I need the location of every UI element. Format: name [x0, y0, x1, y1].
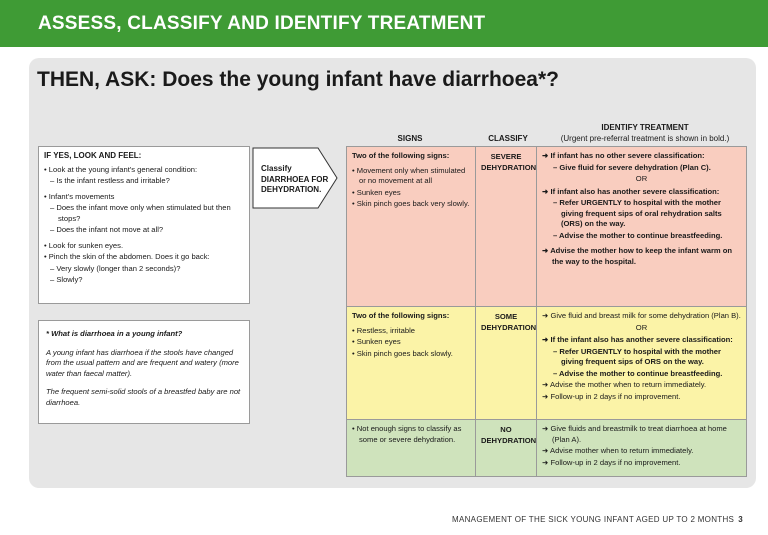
classification-cell: SEVERE DEHYDRATION — [475, 146, 537, 307]
treatment-item: ➜ Advise the mother how to keep the infant warm on the way to the hospital. — [542, 246, 733, 266]
treatment-cell — [536, 146, 747, 307]
note-paragraph: The frequent semi-solid stools of a breastfed baby are not diarrhoea. — [46, 387, 241, 407]
look-item: – Is the infant restless and irritable? — [50, 176, 170, 185]
sign-item: • Movement only when stimulated or no movement at all — [352, 165, 466, 185]
look-item: – Slowly? — [50, 275, 83, 284]
treatment-item: ➜ If infant has no other severe classification: — [542, 151, 705, 160]
look-and-feel-box — [38, 146, 250, 304]
treatment-item: – Advise the mother to continue breastfeeding. — [553, 368, 723, 378]
treatment-item: – Advise the mother to continue breastfeeding. — [553, 230, 723, 240]
footer-text: MANAGEMENT OF THE SICK YOUNG INFANT AGED UP TO 2 MONTHS — [452, 515, 735, 524]
look-item: • Look at the young infant's general condition: — [44, 164, 198, 174]
classification-cell: NO DEHYDRATION — [475, 419, 537, 477]
treatment-or: OR — [635, 174, 648, 183]
sign-item: • Skin pinch goes back very slowly. — [352, 199, 470, 208]
look-item: – Does the infant not move at all? — [50, 225, 164, 234]
treatment-item: ➜ Advise mother when to return immediately. — [542, 446, 694, 455]
treatment-item: ➜ Follow-up in 2 days if no improvement. — [542, 391, 681, 401]
signs-title: Two of the following signs: — [352, 311, 450, 320]
signs-header: SIGNS — [397, 134, 423, 143]
classify-header: CLASSIFY — [488, 134, 528, 143]
treatment-item: ➜ Give fluid and breast milk for some dehydration (Plan B). — [542, 311, 741, 320]
signs-title: Two of the following signs: — [352, 151, 450, 160]
definition-note-box — [38, 320, 250, 424]
arrow-label: Classify DIARRHOEA FOR DEHYDRATION. — [261, 164, 329, 194]
treatment-item: ➜ If infant also has another severe classification: — [542, 186, 720, 196]
look-item: – Does the infant move only when stimulated but then stops? — [50, 203, 231, 223]
no-dehydration-row — [346, 419, 747, 477]
page-footer — [452, 515, 743, 524]
treatment-item: ➜ Give fluids and breastmilk to treat diarrhoea at home (Plan A). — [542, 424, 727, 444]
treatment-item: – Refer URGENTLY to hospital with the mother giving frequent sips of ORS on the way. — [553, 346, 721, 366]
look-item: • Infant's movements — [44, 191, 115, 201]
sign-item: • Restless, irritable — [352, 325, 416, 335]
signs-cell — [346, 306, 476, 420]
treatment-item: – Give fluid for severe dehydration (Plan C). — [553, 162, 711, 172]
signs-cell — [346, 146, 476, 307]
banner-title: ASSESS, CLASSIFY AND IDENTIFY TREATMENT — [38, 13, 486, 34]
page-title: THEN, ASK: Does the young infant have diarrhoea*? — [37, 68, 559, 91]
treatment-header-sub: (Urgent pre-referral treatment is shown in bold.) — [560, 134, 730, 143]
treatment-cell — [536, 419, 747, 477]
classification-cell: SOME DEHYDRATION — [475, 306, 537, 420]
sign-item: • Sunken eyes — [352, 187, 401, 197]
page-number: 3 — [738, 515, 743, 524]
treatment-item: ➜ Follow-up in 2 days if no improvement. — [542, 457, 681, 467]
sign-item: • Not enough signs to classify as some or severe dehydration. — [352, 424, 462, 444]
treatment-item: – Refer URGENTLY to hospital with the mother giving frequent sips of oral rehydration salts (ORS) on the way. — [553, 198, 722, 228]
some-dehydration-row — [346, 306, 747, 420]
look-item: • Pinch the skin of the abdomen. Does it go back: — [44, 252, 210, 261]
header-banner — [0, 0, 768, 47]
sign-item: • Sunken eyes — [352, 337, 401, 346]
treatment-header-title: IDENTIFY TREATMENT — [601, 123, 689, 132]
look-item: – Very slowly (longer than 2 seconds)? — [50, 263, 181, 273]
treatment-item: ➜ If the infant also has another severe classification: — [542, 335, 733, 344]
look-feel-title: IF YES, LOOK AND FEEL: — [44, 151, 142, 160]
signs-cell — [346, 419, 476, 477]
look-item: • Look for sunken eyes. — [44, 240, 124, 250]
treatment-or: OR — [635, 322, 648, 332]
treatment-item: ➜ Advise the mother when to return immediately. — [542, 380, 707, 389]
treatment-cell — [536, 306, 747, 420]
sign-item: • Skin pinch goes back slowly. — [352, 348, 453, 358]
note-paragraph: A young infant has diarrhoea if the stools have changed from the usual pattern and are frequent and watery (more water than faecal matter). — [46, 347, 239, 378]
note-title: * What is diarrhoea in a young infant? — [46, 329, 183, 338]
severe-dehydration-row — [346, 146, 747, 307]
treatment-header — [540, 122, 750, 144]
